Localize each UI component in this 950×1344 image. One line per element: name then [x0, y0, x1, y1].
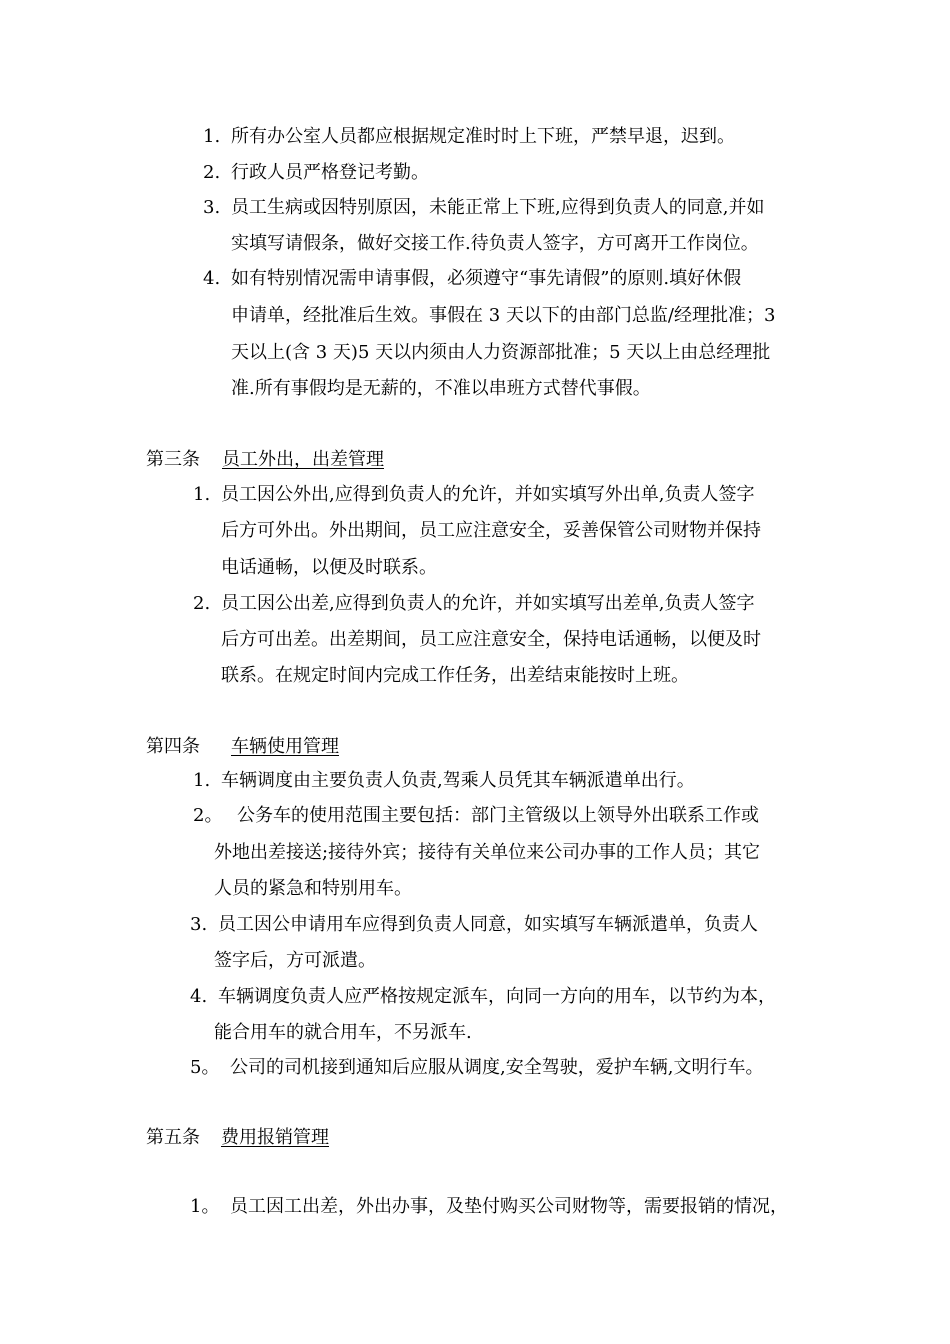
- list-item-line: 员工因公出差,应得到负责人的允许，并如实填写出差单,负责人签字: [221, 593, 755, 614]
- list-item-line: 人员的紧急和特别用车。: [214, 878, 412, 899]
- list-item-line: 员工因工出差，外出办事，及垫付购买公司财物等，需要报销的情况，: [230, 1196, 788, 1217]
- article-title: 员工外出，出差管理: [222, 449, 384, 470]
- list-item-line: 行政人员严格登记考勤。: [231, 162, 429, 183]
- article-title: 车辆使用管理: [231, 736, 339, 757]
- list-item-line: 员工生病或因特别原因，未能正常上下班,应得到负责人的同意,并如: [231, 197, 765, 218]
- list-number: 1.: [193, 770, 211, 791]
- list-number: 3.: [203, 197, 221, 218]
- list-item-line: 公务车的使用范围主要包括：部门主管级以上领导外出联系工作或: [237, 805, 759, 826]
- article-title: 费用报销管理: [221, 1127, 329, 1148]
- list-item-line: 公司的司机接到通知后应服从调度,安全驾驶，爱护车辆,文明行车。: [230, 1057, 764, 1078]
- list-item-line: 电话通畅，以便及时联系。: [221, 557, 437, 578]
- list-number: 2.: [193, 593, 211, 614]
- list-number: 2。: [193, 805, 223, 826]
- article-3-heading: [146, 448, 384, 472]
- list-item-line: 后方可外出。外出期间，员工应注意安全，妥善保管公司财物并保持: [221, 520, 761, 541]
- article-label: 第三条: [146, 449, 200, 470]
- list-item-line: 实填写请假条，做好交接工作.待负责人签字，方可离开工作岗位。: [231, 233, 759, 254]
- list-number: 4.: [203, 268, 221, 289]
- list-number: 1.: [193, 484, 211, 505]
- list-item-line: 申请单，经批准后生效。事假在 3 天以下的由部门总监/经理批准；3: [231, 305, 776, 326]
- list-item-line: 车辆调度由主要负责人负责,驾乘人员凭其车辆派遣单出行。: [221, 770, 695, 791]
- list-item-line: 天以上(含 3 天)5 天以内须由人力资源部批准；5 天以上由总经理批: [231, 342, 771, 363]
- list-item-line: 签字后，方可派遣。: [214, 950, 376, 971]
- list-item-line: 联系。在规定时间内完成工作任务，出差结束能按时上班。: [221, 665, 689, 686]
- article-label: 第五条: [146, 1127, 200, 1148]
- list-item-line: 如有特别情况需申请事假，必须遵守“事先请假”的原则.填好休假: [231, 268, 742, 289]
- article-5-heading: [146, 1126, 329, 1150]
- list-item-line: 后方可出差。出差期间，员工应注意安全，保持电话通畅，以便及时: [221, 629, 761, 650]
- list-item-line: 所有办公室人员都应根据规定准时时上下班，严禁早退，迟到。: [231, 126, 735, 147]
- article-4-heading: [146, 735, 339, 759]
- list-item-line: 员工因公外出,应得到负责人的允许，并如实填写外出单,负责人签字: [221, 484, 755, 505]
- list-number: 2.: [203, 162, 221, 183]
- list-number: 3.: [190, 914, 208, 935]
- list-item-line: 车辆调度负责人应严格按规定派车，向同一方向的用车，以节约为本，: [218, 986, 776, 1007]
- article-label: 第四条: [146, 736, 200, 757]
- list-item-line: 外地出差接送;接待外宾；接待有关单位来公司办事的工作人员；其它: [214, 842, 761, 863]
- list-item-line: 能合用车的就合用车，不另派车.: [214, 1022, 472, 1043]
- list-number: 1。: [190, 1196, 220, 1217]
- list-item-line: 准.所有事假均是无薪的，不准以串班方式替代事假。: [231, 378, 651, 399]
- list-number: 4.: [190, 986, 208, 1007]
- list-number: 5。: [190, 1057, 220, 1078]
- list-number: 1.: [203, 126, 221, 147]
- list-item-line: 员工因公申请用车应得到负责人同意，如实填写车辆派遣单，负责人: [218, 914, 758, 935]
